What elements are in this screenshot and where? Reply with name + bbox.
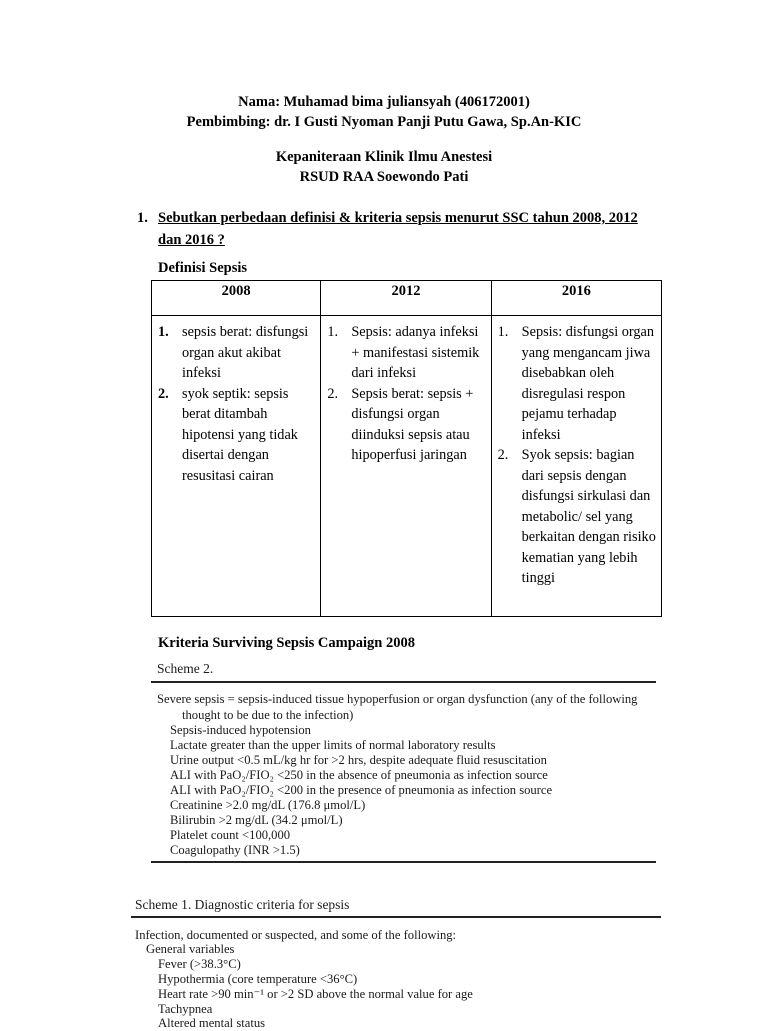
- item-number: 2.: [497, 447, 509, 463]
- scheme1-line: Hypothermia (core temperature <36°C): [158, 972, 358, 986]
- item-number: 2.: [158, 385, 169, 402]
- scheme2-line: Coagulopathy (INR >1.5): [170, 843, 300, 857]
- scheme2-line: thought to be due to the infection): [182, 708, 354, 722]
- scheme1-line: Altered mental status: [158, 1016, 266, 1030]
- scheme2-line: Sepsis-induced hypotension: [170, 723, 311, 737]
- scheme1-title: Scheme 1. Diagnostic criteria for sepsis: [135, 897, 350, 912]
- scheme2-line: ALI with PaO₂/FIO₂ <200 in the presence of pneumonia as infection source: [170, 783, 553, 797]
- item-text: Sepsis berat: sepsis + disfungsi organ diinduksi sepsis atau hipoperfusi jaringan: [351, 385, 474, 463]
- scheme1-line: Infection, documented or suspected, and some of the following:: [135, 928, 457, 942]
- item-number: 1.: [327, 324, 339, 340]
- item-number: 1.: [497, 324, 509, 340]
- definisi-table: [151, 280, 662, 617]
- scheme1-line: Tachypnea: [158, 1002, 213, 1016]
- list-item: [327, 384, 490, 466]
- scheme2-line: Bilirubin >2 mg/dL (34.2 μmol/L): [170, 813, 343, 827]
- scheme2-line: Platelet count <100,000: [170, 828, 291, 842]
- supervisor-name: Pembimbing: dr. I Gusti Nyoman Panji Putu Gawa, Sp.An-KIC: [186, 114, 582, 130]
- kriteria-heading: Kriteria Surviving Sepsis Campaign 2008: [158, 635, 415, 651]
- scheme2-line: ALI with PaO₂/FIO₂ <250 in the absence of pneumonia as infection source: [170, 768, 548, 782]
- definisi-heading: Definisi Sepsis: [158, 260, 248, 276]
- list-item: [158, 384, 320, 487]
- scheme2-line: Lactate greater than the upper limits of normal laboratory results: [170, 738, 496, 752]
- item-text: syok septik: sepsis berat ditambah hipotensi yang tidak disertai dengan resusitasi cairan: [182, 385, 298, 484]
- list-item: [498, 322, 661, 445]
- item-text: Sepsis: adanya infeksi + manifestasi sistemik dari infeksi: [351, 324, 480, 381]
- hospital-name: RSUD RAA Soewondo Pati: [299, 169, 469, 185]
- scheme2-line: Urine output <0.5 mL/kg hr for >2 hrs, despite adequate fluid resuscitation: [170, 753, 547, 767]
- table-header-row: [152, 281, 662, 316]
- scheme1-line: Heart rate >90 min⁻¹ or >2 SD above the normal value for age: [158, 987, 473, 1001]
- cell-2012: [321, 316, 491, 617]
- item-text: sepsis berat: disfungsi organ akut akibat infeksi: [182, 324, 309, 381]
- column-header-2016: 2016: [491, 281, 661, 316]
- question-number: 1.: [137, 210, 148, 226]
- scheme1-line: Fever (>38.3°C): [158, 957, 241, 971]
- student-name: Nama: Muhamad bima juliansyah (406172001): [238, 94, 530, 110]
- scheme1-line: General variables: [146, 942, 235, 956]
- column-header-2008: 2008: [152, 281, 321, 316]
- item-number: 2.: [327, 385, 339, 402]
- scheme2-title: Scheme 2.: [157, 661, 214, 676]
- list-item: [498, 445, 661, 589]
- table-row: [152, 316, 662, 617]
- scheme2-top-rule: [151, 681, 656, 683]
- item-text: Syok sepsis: bagian dari sepsis dengan disfungsi sirkulasi dan metabolic/ sel yang berkaitan dengan risiko kematian yang lebih tinggi: [521, 447, 656, 586]
- question-text: Sebutkan perbedaan definisi & kriteria sepsis menurut SSC tahun 2008, 2012 dan 2016 ?: [158, 210, 638, 248]
- list-item: [327, 322, 490, 384]
- list-item: [158, 322, 320, 384]
- column-header-2012: 2012: [321, 281, 491, 316]
- scheme1-top-rule: [131, 916, 661, 918]
- item-number: 1.: [158, 324, 169, 340]
- clerkship-title: Kepaniteraan Klinik Ilmu Anestesi: [275, 149, 493, 165]
- cell-2016: [491, 316, 661, 617]
- scheme2-line: Severe sepsis = sepsis-induced tissue hypoperfusion or organ dysfunction (any of the following: [157, 692, 638, 706]
- scheme2-bottom-rule: [151, 861, 656, 863]
- item-text: Sepsis: disfungsi organ yang mengancam jiwa disebabkan oleh disregulasi respon pejamu terhadap infeksi: [521, 324, 655, 443]
- cell-2008: [152, 316, 321, 617]
- scheme2-line: Creatinine >2.0 mg/dL (176.8 μmol/L): [170, 798, 366, 812]
